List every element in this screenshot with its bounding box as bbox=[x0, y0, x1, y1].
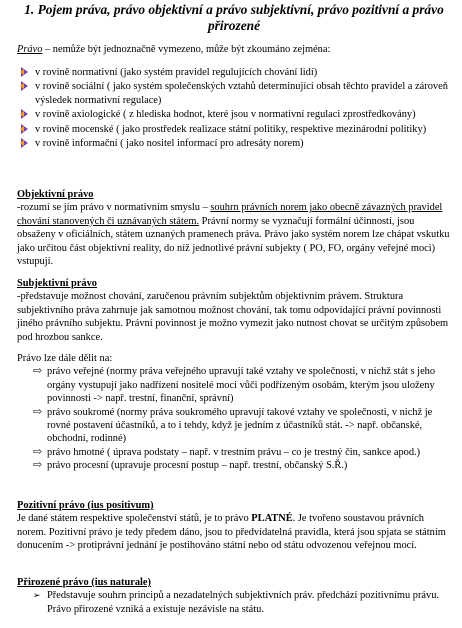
section-heading: Subjektivní právo bbox=[17, 278, 97, 289]
diamond-arrow-bullet-icon bbox=[19, 137, 31, 149]
list-item: v rovině informační ( jako nositel informací pro adresáty norem) bbox=[17, 137, 453, 150]
list-item: v rovině mocenské ( jako prostředek realizace státní politiky, respektive mezinárodní politiky) bbox=[17, 123, 453, 136]
list-item: v rovině axiologické ( z hlediska hodnot, které jsou v normativní regulaci zprostředkovány) bbox=[17, 108, 453, 121]
page-title: 1. Pojem práva, právo objektivní a právo subjektivní, právo pozitivní a právo přirozené bbox=[24, 2, 444, 33]
subjective-section bbox=[17, 277, 453, 344]
arrow-right-icon: ⇨ bbox=[33, 445, 43, 458]
objective-text: -rozumí se jím právo v normativním smyslu – souhrn právních norem jako obecně závazných pravidel chování stanovených či uznávaných státem. Právní normy se vyznačují formální účinností, jsou obsaženy v oficiálních, státem uznaných pramenech práva. Právo jako systém norem lze chápat vskutku jako určitou část objektivní reality, do níž jednotlivé právní subjekty ( PO, FO, orgány veřejné moci) vstupují. bbox=[17, 202, 450, 268]
arrow-right-icon: ⇨ bbox=[33, 365, 43, 378]
objective-section bbox=[17, 188, 453, 268]
subjective-text: -představuje možnost chování, zaručenou právním subjektům objektivním právem. Struktura subjektivního práva zahrnuje jak samotnou možnost chování, tak tomu odpovídající právní povinnosti jiného právního subjektu. Právní povinnost je možno vymezit jako nutnost chovat se určitým způsobem pod hrozbou sankce. bbox=[17, 291, 449, 343]
diamond-arrow-bullet-icon bbox=[19, 80, 31, 92]
section-heading: Pozitivní právo (ius positivum) bbox=[17, 500, 154, 511]
list-item: ⇨ právo soukromé (normy práva soukromého upravují takové vztahy ve společnosti, v nichž je rovné postavení účastníků, a to i tehdy, když je jedním z účastníků stát. -> např. občanské, obchodní, rodinné) bbox=[33, 405, 433, 445]
section-heading: Přirozené právo (ius naturale) bbox=[17, 577, 151, 588]
intro-term: Právo bbox=[17, 44, 43, 55]
arrow-right-icon: ⇨ bbox=[33, 405, 43, 418]
list-item: v rovině sociální ( jako systém společenských vztahů determinující obsah těchto pravidel a zároveň výsledek normativní regulace) bbox=[17, 80, 453, 107]
list-item: ⇨ právo procesní (upravuje procesní postup – např. trestní, občanský S.Ř.) bbox=[33, 459, 348, 472]
list-item: v rovině normativní (jako systém pravidel regulujících chování lidí) bbox=[17, 66, 453, 79]
positive-text: Je dané státem respektive společenství států, je to právo PLATNÉ. Je tvořeno soustavou právních norem. Pozitivní právo je tedy předem dáno, jsou to předvídatelná pravidla, která jsou spjata se státním donucením -> protiprávní jednání je postihováno státní nebo od státu odvozenou veřejnou mocí. bbox=[17, 513, 446, 552]
diamond-arrow-bullet-icon bbox=[19, 123, 31, 135]
triangle-right-icon: ➢ bbox=[33, 590, 41, 601]
intro-paragraph: Právo – nemůže být jednoznačně vymezeno, může být zkoumáno zejména: bbox=[17, 44, 331, 55]
list-item: ➢ Představuje souhrn principů a nezadatelných subjektivních práv. předchází pozitivnímu právu. Právo přirozené vzniká a existuje nezávisle na státu. bbox=[33, 590, 440, 615]
section-heading: Objektivní právo bbox=[17, 189, 94, 200]
natural-section bbox=[17, 576, 453, 616]
division-lead: Právo lze dále dělit na: bbox=[17, 353, 113, 364]
diamond-arrow-bullet-icon bbox=[19, 108, 31, 120]
arrow-right-icon: ⇨ bbox=[33, 459, 43, 472]
diamond-arrow-bullet-icon bbox=[19, 66, 31, 78]
levels-list bbox=[17, 66, 453, 151]
list-item: ⇨ právo hmotné ( úprava podstaty – např. v trestním právu – co je trestný čin, sankce apod.) bbox=[33, 445, 421, 458]
positive-section bbox=[17, 499, 453, 553]
list-item: ⇨ právo veřejné (normy práva veřejného upravují také vztahy ve společnosti, v nichž stát s jeho orgány vystupují jako nadřízení nositelé moci vůči podřízeným osobám, kterým jsou uloženy povinnosti -> např. trestní, finanční, správní) bbox=[33, 365, 436, 405]
division-section bbox=[17, 352, 453, 473]
